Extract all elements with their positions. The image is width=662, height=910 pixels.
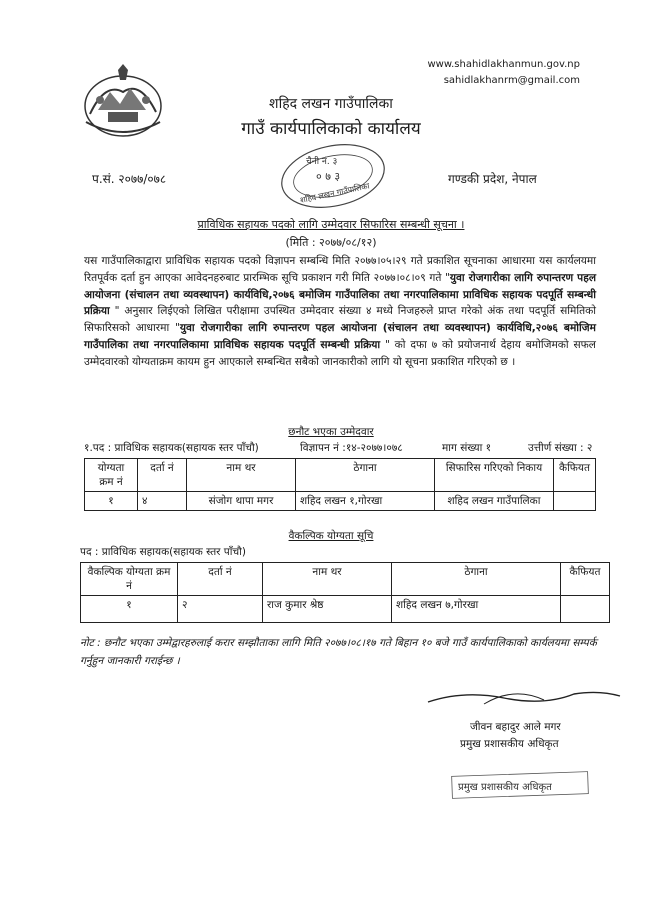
notice-body: [84, 253, 596, 371]
website-text: www.shahidlakhanmun.gov.np: [427, 59, 580, 70]
col-address: ठेगाना: [392, 563, 561, 596]
col-rank: योग्यता क्रम नं: [85, 459, 138, 492]
body-bold-1: युवा रोजगारीका लागि रुपान्तरण पहल आयोजना (संचालन तथा व्यवस्थापन) कार्यविधि,२०७६ बमोजिम गाउँपालिका तथा नगरपालिकामा प्राविधिक सहायक पदपूर्ति सम्बन्धी प्रक्रिया: [84, 271, 597, 318]
cell-address: शहिद लखन ७,गोरखा: [392, 596, 561, 623]
notice-subject: प्राविधिक सहायक पदको लागि उम्मेदवार सिफारिस सम्बन्धी सूचना ।: [197, 218, 465, 231]
office-stamp-icon: [278, 140, 388, 212]
cell-name: संजोग थापा मगर: [187, 492, 296, 511]
cell-remarks: [554, 492, 596, 511]
selected-demand: माग संख्या १: [442, 442, 492, 454]
selected-ad-number: विज्ञापन नं :१४-२०७७।०७८: [300, 442, 403, 454]
cell-name: राज कुमार श्रेष्ठ: [263, 596, 392, 623]
alternate-post: पद : प्राविधिक सहायक(सहायक स्तर पाँचौ): [80, 546, 246, 558]
table-header-row: [81, 563, 610, 596]
body-part-2: " अनुसार लिईएको लिखित परीक्षामा उपस्थित उम्मेदवार संख्या ४ मध्ये निजहरुले प्राप्त गरेको अंक तथा पदपूर्ति समितिको सिफारिसको आधारमा ": [84, 305, 596, 335]
cell-address: शहिद लखन १,गोरखा: [296, 492, 435, 511]
col-remarks: कैफियत: [561, 563, 610, 596]
body-part-1: यस गाउँपालिकाद्वारा प्राविधिक सहायक पदको विज्ञापन सम्बन्धि मिति २०७७।०५।२९ गते प्रकाशित सूचनाका आधारमा यस कार्यलयमा रितपूर्वक दर्ता हुन आएका आवेदनहरुबाट प्रारम्भिक सूचि प्रकाशन गरी मिति २०७७।०८।०९ गते ": [84, 255, 596, 284]
cell-remarks: [561, 596, 610, 623]
stamp-number: ० ७ ३: [316, 170, 341, 183]
col-remarks: कैफियत: [554, 459, 596, 492]
signatory-title: प्रमुख प्रशासकीय अधिकृत: [460, 738, 559, 750]
cell-alt-rank: १: [81, 596, 178, 623]
alternate-table: [80, 562, 610, 623]
stamp-label: चैनी नं. ३: [306, 157, 338, 167]
note-text: नोट : छनौट भएका उम्मेद्वारहरुलाई करार सम्झौताका लागि मिति २०७७।०८।१७ गते बिहान १० बजे गाउँ कार्यपालिकाको कार्यलयमा सम्पर्क गर्नुहुन जानकारी गराईन्छ ।: [80, 637, 597, 667]
cell-reg-no: २: [178, 596, 263, 623]
stamp-office: शहिद लखन गाउँपालिका: [299, 181, 371, 205]
col-name: नाम थर: [187, 459, 296, 492]
email-text: sahidlakhanrm@gmail.com: [443, 75, 580, 86]
cell-recommended-body: शहिद लखन गाउँपालिका: [435, 492, 554, 511]
office-name: शहिद लखन गाउँपालिका: [269, 96, 393, 112]
table-row: [81, 596, 610, 623]
selected-passed: उत्तीर्ण संख्या : २: [528, 442, 593, 454]
stamp-designation: प्रमुख प्रशासकीय अधिकृत: [458, 782, 552, 793]
table-row: [85, 492, 596, 511]
selected-post: १.पद : प्राविधिक सहायक(सहायक स्तर पाँचौ): [84, 442, 259, 454]
reference-number: प.सं. २०७७/०७८: [92, 172, 167, 186]
body-bold-2: युवा रोजगारीका लागि रुपान्तरण पहल आयोजना (संचालन तथा व्यवस्थापन) कार्यविधि,२०७६ बमोजिम गाउँपालिका तथा नगरपालिकामा प्राविधिक सहायक पदपूर्ति सम्बन्धी प्रक्रिया: [84, 322, 596, 351]
cell-reg-no: ४: [138, 492, 187, 511]
col-address: ठेगाना: [296, 459, 435, 492]
alternate-title: वैकल्पिक योग्यता सूचि: [288, 530, 374, 542]
col-name: नाम थर: [263, 563, 392, 596]
handwritten-signature-icon: [424, 680, 624, 710]
signatory-name: जीवन बहादुर आले मगर: [470, 721, 561, 733]
selected-table: [84, 458, 596, 511]
col-reg-no: दर्ता नं: [138, 459, 187, 492]
selected-title: छनौट भएका उम्मेदवार: [288, 426, 374, 438]
col-recommended-body: सिफारिस गरिएको निकाय: [435, 459, 554, 492]
col-reg-no: दर्ता नं: [178, 563, 263, 596]
designation-stamp-icon: [450, 770, 590, 800]
table-header-row: [85, 459, 596, 492]
cell-rank: १: [85, 492, 138, 511]
body-part-3: " को दफा ७ को प्रयोजनार्थ देहाय बमोजिमको सफल उम्मेदवारको योग्यताक्रम कायम हुन आएकाले सम्बन्धित सबैको जानकारीको लागि यो सूचना प्रकाशित गरिएको छ ।: [84, 338, 596, 368]
office-title: गाउँ कार्यपालिकाको कार्यालय: [241, 119, 421, 139]
notice-date: (मिति : २०७७/०८/१२): [285, 236, 377, 249]
province-address: गण्डकी प्रदेश, नेपाल: [448, 172, 537, 186]
col-alt-rank: वैकल्पिक योग्यता क्रम नं: [81, 563, 178, 596]
